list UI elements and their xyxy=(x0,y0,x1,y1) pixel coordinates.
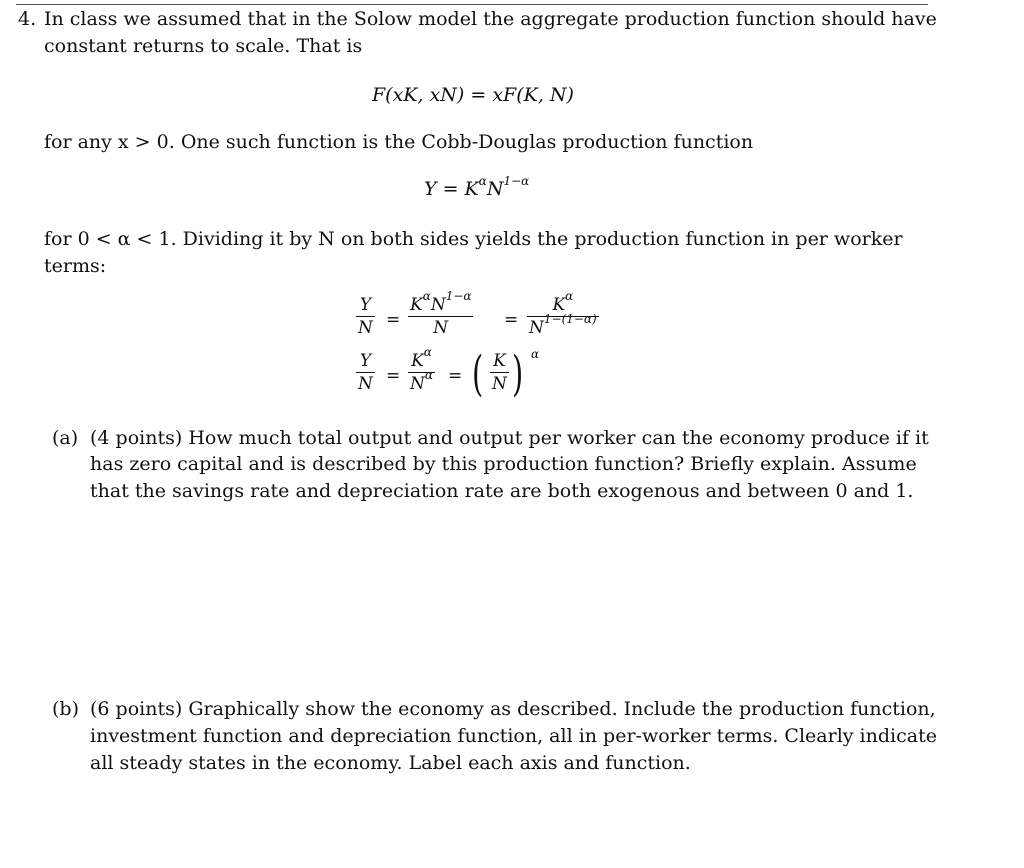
row2-outer-exponent: α xyxy=(531,347,540,361)
row2-fraction-y-over-n: Y N xyxy=(358,351,373,394)
question-number: 4. xyxy=(18,8,37,30)
row1-equals-2: = xyxy=(504,310,519,330)
row1-fraction-y-over-n: Y N xyxy=(358,295,373,338)
intro-line-1: In class we assumed that in the Solow model the aggregate production function should have xyxy=(44,8,937,30)
row1-fraction-k-n-over-n: $K^\alpha N^{1-\alpha}$ N xyxy=(410,289,472,338)
part-b-text-1: Graphically show the economy as described. Include the production function, xyxy=(188,698,936,720)
alpha-line-1: for 0 < α < 1. Dividing it by N on both sides yields the production function in per worker xyxy=(44,228,903,250)
part-b-line-3: all steady states in the economy. Label each axis and function. xyxy=(90,752,691,774)
top-rule xyxy=(16,4,928,5)
part-a-line-3: that the savings rate and depreciation rate are both exogenous and between 0 and 1. xyxy=(90,480,914,502)
part-a-points: (4 points) xyxy=(90,427,183,449)
row2-left-paren: ( xyxy=(472,346,484,402)
part-a-text-1: How much total output and output per worker can the economy produce if it xyxy=(188,427,929,449)
intro-line-2: constant returns to scale. That is xyxy=(44,35,363,57)
row1-equals-1: = xyxy=(386,310,401,330)
row2-fraction-k-over-n: $K^\alpha$ $N^\alpha$ xyxy=(410,345,433,394)
cobb-douglas-equation: $Y = K^\alpha N^{1-\alpha}$ xyxy=(424,173,530,200)
row1-fraction-k-over-n-power: $K^\alpha$ $N^{1-(1-\alpha)}$ xyxy=(529,289,597,338)
row2-equals-1: = xyxy=(386,366,401,386)
crs-condition: for any x > 0. One such function is the Cobb-Douglas production function xyxy=(44,131,754,153)
part-b-line-1 xyxy=(90,698,936,720)
part-a-line-2: has zero capital and is described by this production function? Briefly explain. Assume xyxy=(90,453,917,475)
row2-right-paren: ) xyxy=(512,346,524,402)
part-b-points: (6 points) xyxy=(90,698,183,720)
part-a-label: (a) xyxy=(52,427,79,449)
part-a-line-1 xyxy=(90,427,929,449)
row2-equals-2: = xyxy=(448,366,463,386)
row2-fraction-k-over-n-ratio: K N xyxy=(492,351,507,394)
crs-equation: F(xK, xN) = xF(K, N) xyxy=(372,84,574,106)
part-b-line-2: investment function and depreciation function, all in per-worker terms. Clearly indicate xyxy=(90,725,937,747)
alpha-line-2: terms: xyxy=(44,255,107,277)
part-b-label: (b) xyxy=(52,698,79,720)
